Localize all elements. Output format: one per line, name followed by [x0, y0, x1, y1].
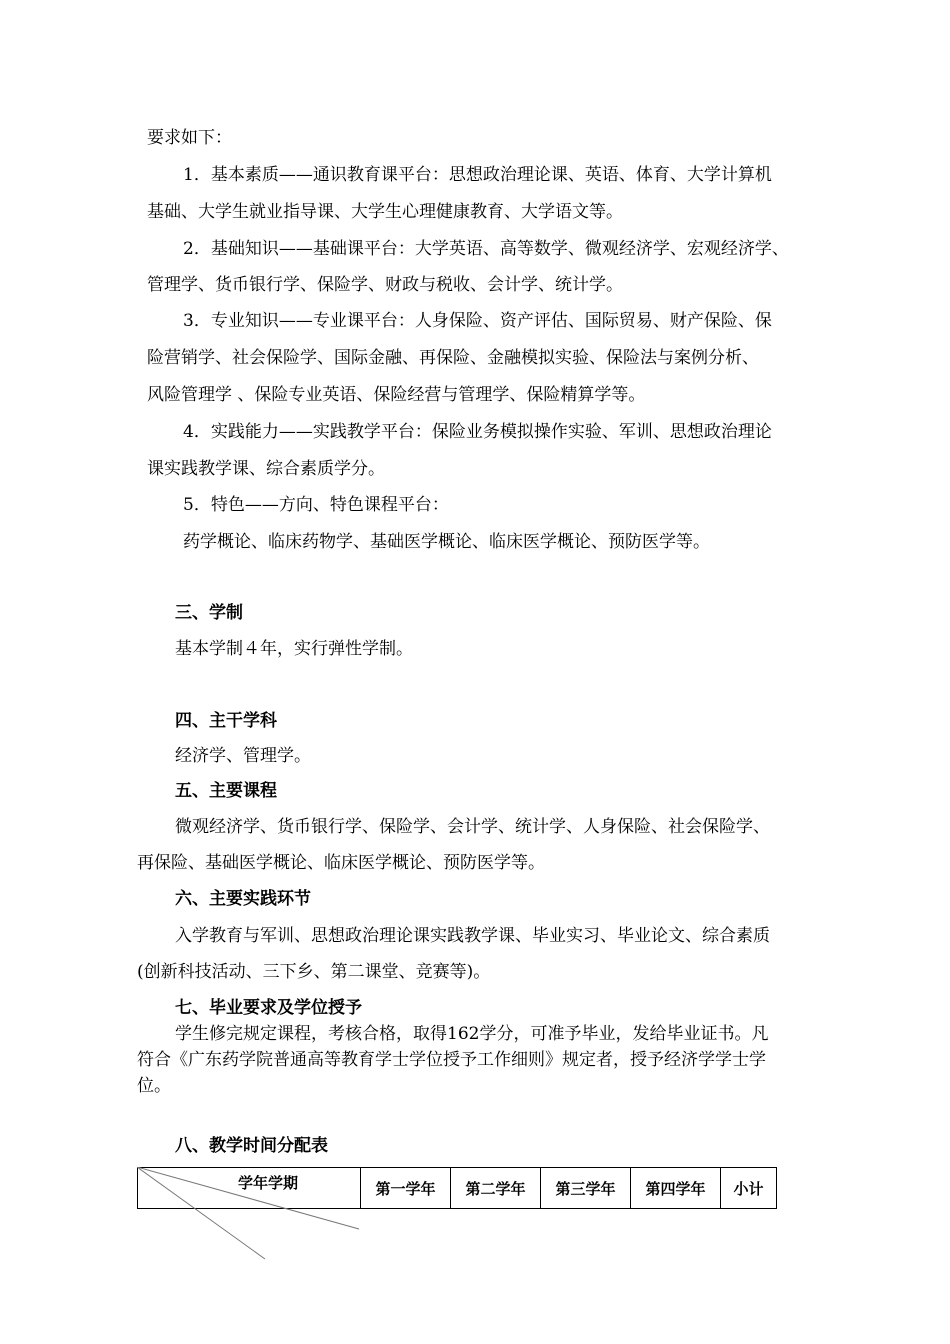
section-8-heading: 八、教学时间分配表	[175, 1136, 328, 1156]
section-7-line-1: 学生修完规定课程，考核合格，取得162学分，可准予毕业，发给毕业证书。凡	[175, 1024, 769, 1044]
item-4-line-2: 课实践教学课、综合素质学分。	[147, 459, 385, 479]
table-column-header: 第二学年	[451, 1168, 541, 1209]
item-2-line-1: 2．基础知识——基础课平台：大学英语、高等数学、微观经济学、宏观经济学、	[183, 239, 789, 259]
item-2-line-2: 管理学、货币银行学、保险学、财政与税收、会计学、统计学。	[147, 275, 623, 295]
section-7-line-3: 位。	[137, 1076, 171, 1096]
table-column-header: 第四学年	[631, 1168, 721, 1209]
section-7-heading: 七、毕业要求及学位授予	[175, 998, 362, 1018]
item-3-line-2: 险营销学、社会保险学、国际金融、再保险、金融模拟实验、保险法与案例分析、	[147, 348, 759, 368]
section-5-line-2: 再保险、基础医学概论、临床医学概论、预防医学等。	[137, 853, 545, 873]
table-column-header: 第一学年	[361, 1168, 451, 1209]
section-4-heading: 四、主干学科	[175, 711, 277, 731]
section-7-line-2: 符合《广东药学院普通高等教育学士学位授予工作细则》规定者，授予经济学学士学	[137, 1050, 766, 1070]
table-column-header: 小计	[721, 1168, 777, 1209]
item-1-line-2: 基础、大学生就业指导课、大学生心理健康教育、大学语文等。	[147, 202, 623, 222]
section-3-heading: 三、学制	[175, 603, 243, 623]
item-1-line-1: 1．基本素质——通识教育课平台：思想政治理论课、英语、体育、大学计算机	[183, 165, 772, 185]
table-corner-label: 学年学期	[238, 1174, 299, 1192]
item-4-line-1: 4．实践能力——实践教学平台：保险业务模拟操作实验、军训、思想政治理论	[183, 422, 772, 442]
section-3-body: 基本学制４年，实行弹性学制。	[175, 639, 413, 659]
section-6-line-2: (创新科技活动、三下乡、第二课堂、竞赛等)。	[137, 962, 491, 982]
item-5-line-2: 药学概论、临床药物学、基础医学概论、临床医学概论、预防医学等。	[183, 532, 710, 552]
item-3-line-1: 3．专业知识——专业课平台：人身保险、资产评估、国际贸易、财产保险、保	[183, 311, 772, 331]
section-5-heading: 五、主要课程	[175, 781, 277, 801]
table-column-header: 第三学年	[541, 1168, 631, 1209]
table-diagonal-lines	[137, 1167, 367, 1262]
intro-text: 要求如下：	[147, 128, 232, 148]
item-5-line-1: 5．特色——方向、特色课程平台：	[183, 495, 449, 515]
section-6-heading: 六、主要实践环节	[175, 889, 311, 909]
section-5-line-1: 微观经济学、货币银行学、保险学、会计学、统计学、人身保险、社会保险学、	[175, 817, 770, 837]
section-4-body: 经济学、管理学。	[175, 746, 311, 766]
item-3-line-3: 风险管理学 、保险专业英语、保险经营与管理学、保险精算学等。	[147, 385, 646, 405]
section-6-line-1: 入学教育与军训、思想政治理论课实践教学课、毕业实习、毕业论文、综合素质	[175, 926, 770, 946]
